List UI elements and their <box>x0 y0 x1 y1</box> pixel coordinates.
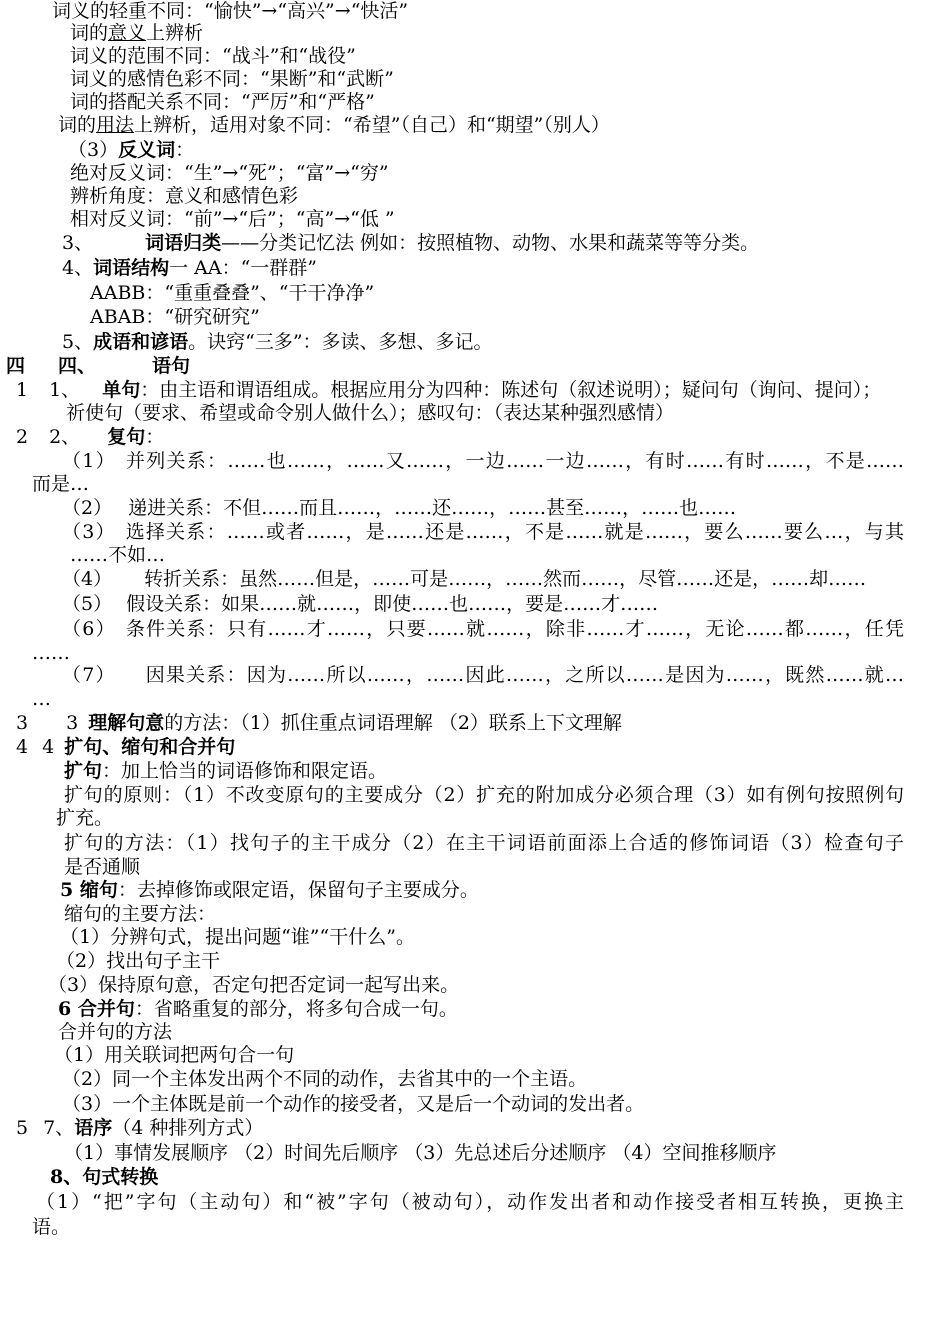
text-line: （1）“把”字句（主动句）和“被”字句（被动句），动作发出者和动作接受者相互转换，更换主 <box>36 1191 904 1213</box>
text-line: （3）保持原句意，否定句把否定词一起写出来。 <box>48 974 460 996</box>
text-line: （2）同一个主体发出两个不同的动作，去省其中的一个主语。 <box>62 1068 588 1090</box>
text-line <box>16 712 622 734</box>
text-line <box>62 331 493 353</box>
list-number: 5 <box>16 1117 29 1139</box>
section-number: 3、 <box>62 232 94 254</box>
bold-term: 单句 <box>102 379 141 401</box>
underlined-term: 用法 <box>96 114 135 136</box>
heading-number: 四 <box>6 355 26 377</box>
text-line <box>60 879 479 901</box>
text-line: 缩句的主要方法： <box>64 903 217 925</box>
list-number: 2 <box>16 426 29 448</box>
text-run: 递进关系：不但……而且……，……还……，……甚至……，……也…… <box>128 497 737 519</box>
text-run: ：省略重复的部分，将多句合成一句。 <box>134 998 458 1020</box>
bold-term: 5 缩句 <box>60 879 118 901</box>
text-line: ……不如… <box>70 544 166 566</box>
text-run: 。诀窍“三多”：多读、多想、多记。 <box>188 331 493 353</box>
bold-term: 语序 <box>74 1117 113 1139</box>
text-line: 祈使句（要求、希望或命令别人做什么）；感叹句：（表达某种强烈感情） <box>66 402 675 424</box>
text-run: （3） <box>68 139 119 161</box>
text-line: 是否通顺 <box>64 856 141 878</box>
bold-term: 扩句 <box>64 760 103 782</box>
text-line <box>62 664 904 686</box>
text-line: 绝对反义词：“生”→“死”；“富”→“穷” <box>70 162 389 184</box>
bold-term: 理解句意 <box>88 712 165 734</box>
bold-term: 成语和谚语 <box>93 331 189 353</box>
text-run: 上辨析 <box>146 22 204 44</box>
text-line <box>58 114 610 136</box>
text-line <box>16 736 235 758</box>
text-run: 选择关系：……或者……，是……还是……，不是……就是……，要么……要么…，与其 <box>125 521 904 543</box>
text-line: …… <box>32 642 70 664</box>
text-line <box>62 521 904 543</box>
text-line: AABB：“重重叠叠”、“干干净净” <box>90 282 375 304</box>
text-run: 的方法：（1）抓住重点词语理解 （2）联系上下文理解 <box>164 712 622 734</box>
text-line: 词义的轻重不同：“愉快”→“高兴”→“快活” <box>52 0 409 22</box>
list-number: 3 <box>66 712 79 734</box>
list-number: 1 <box>16 379 29 401</box>
section-heading: 8、句式转换 <box>50 1166 159 1188</box>
bold-term: 词语结构 <box>93 257 170 279</box>
text-line <box>62 450 904 472</box>
text-line <box>16 379 881 401</box>
item-number: （4） <box>62 568 113 590</box>
text-line: （3）一个主体既是前一个动作的接受者，又是后一个动词的发出者。 <box>62 1093 645 1115</box>
item-number: （1） <box>62 450 116 472</box>
text-line: 扩句的方法：（1）找句子的主干成分（2）在主干词语前面添上合适的修饰词语（3）检查句子 <box>64 832 904 854</box>
bold-term: 复句 <box>107 426 146 448</box>
text-line <box>70 22 203 44</box>
text-run: 上辨析，适用对象不同：“希望”（自己）和“期望”（别人） <box>134 114 610 136</box>
text-line: 词义的范围不同：“战斗”和“战役” <box>70 45 356 67</box>
text-line <box>62 593 658 615</box>
text-line: 词的搭配关系不同：“严厉”和“严格” <box>70 91 375 113</box>
list-number: 2、 <box>49 426 81 448</box>
text-run: 转折关系：虽然……但是，……可是……，……然而……，尽管……还是，……却…… <box>144 568 867 590</box>
section-number: 4、 <box>62 257 94 279</box>
text-run: ：去掉修饰或限定语，保留句子主要成分。 <box>117 879 479 901</box>
text-line: 扩句的原则：（1）不改变原句的主要成分（2）扩充的附加成分必须合理（3）如有例句按照例句 <box>64 784 904 806</box>
list-number: 3 <box>16 712 29 734</box>
list-number: 4 <box>16 736 29 758</box>
text-run: ：由主语和谓语组成。根据应用分为四种：陈述句（叙述说明）；疑问句（询问、提问）； <box>140 379 882 401</box>
text-line: ABAB：“研究研究” <box>90 306 260 328</box>
text-line: （1）分辨句式，提出问题“谁”“干什么”。 <box>60 926 415 948</box>
text-line: 而是… <box>32 473 90 495</box>
text-line <box>62 497 736 519</box>
text-run: ：加上恰当的词语修饰和限定语。 <box>102 760 388 782</box>
text-run: 词的 <box>58 114 97 136</box>
item-number: （7） <box>62 664 116 686</box>
text-line <box>68 139 194 161</box>
bold-term: 反义词 <box>118 139 176 161</box>
item-number: （6） <box>62 618 116 640</box>
underlined-term: 意义 <box>108 22 147 44</box>
section-number: 5、 <box>62 331 94 353</box>
text-line: （1）事情发展顺序 （2）时间先后顺序 （3）先总述后分述顺序 （4）空间推移顺序 <box>64 1142 777 1164</box>
text-run: ： <box>145 426 165 448</box>
text-line <box>62 618 904 640</box>
text-run: 假设关系：如果……就……，即使……也……，要是……才…… <box>126 593 659 615</box>
text-run: ： <box>175 139 195 161</box>
list-number: 7、 <box>43 1117 75 1139</box>
text-line: 扩充。 <box>56 807 114 829</box>
text-run: 一 AA：“一群群” <box>169 257 318 279</box>
list-number: 4 <box>42 736 55 758</box>
text-line: 合并句的方法 <box>58 1021 173 1043</box>
text-run: 因果关系：因为……所以……，……因此……，之所以……是因为……，既然……就… <box>145 664 904 686</box>
text-run: 词的 <box>70 22 109 44</box>
text-line: （2）找出句子主干 <box>56 950 221 972</box>
section-heading <box>6 355 190 377</box>
bold-term: 6 合并句 <box>58 998 135 1020</box>
text-line <box>16 426 164 448</box>
text-line <box>64 760 387 782</box>
text-line <box>16 1117 263 1139</box>
item-number: （2） <box>62 497 113 519</box>
text-line: 相对反义词：“前”→“后”；“高”→“低 ” <box>70 208 395 230</box>
text-run: 并列关系：……也……，……又……，一边……一边……，有时……有时……，不是…… <box>125 450 904 472</box>
item-number: （5） <box>62 593 113 615</box>
text-line <box>62 568 866 590</box>
bold-term: 扩句、缩句和合并句 <box>64 736 236 758</box>
text-line <box>58 998 458 1020</box>
text-run: （4 种排列方式） <box>112 1117 264 1139</box>
text-line: 辨析角度：意义和感情色彩 <box>70 185 299 207</box>
text-line <box>62 232 759 254</box>
text-run: ——分类记忆法 例如：按照植物、动物、水果和蔬菜等等分类。 <box>221 232 760 254</box>
bold-term: 词语归类 <box>145 232 222 254</box>
text-line <box>62 257 317 279</box>
heading-title: 语句 <box>152 355 191 377</box>
heading-number: 四、 <box>58 355 97 377</box>
text-line: （1）用关联词把两句合一句 <box>54 1044 295 1066</box>
list-number: 1、 <box>49 379 81 401</box>
text-line: 词义的感情色彩不同：“果断”和“武断” <box>70 68 394 90</box>
item-number: （3） <box>62 521 116 543</box>
text-line: … <box>32 688 51 710</box>
text-run: 条件关系：只有……才……，只要……就……，除非……才……，无论……都……，任凭 <box>125 618 904 640</box>
text-line: 语。 <box>32 1216 71 1238</box>
